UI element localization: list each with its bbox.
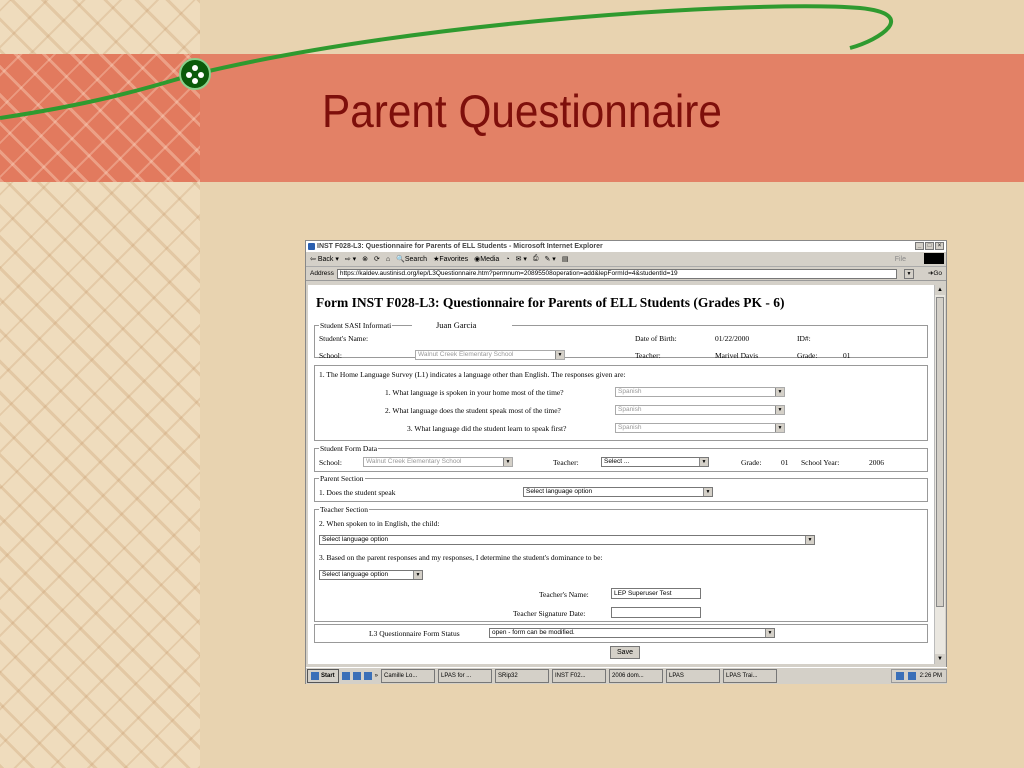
survey-intro: 1. The Home Language Survey (L1) indicates a language other than English. The responses given are:	[319, 370, 626, 379]
windows-logo-icon	[924, 253, 944, 264]
window-title: INST F028-L3: Questionnaire for Parents of ELL Students - Microsoft Internet Explorer	[317, 243, 603, 250]
grade-label: Grade:	[797, 351, 818, 360]
address-label: Address	[310, 270, 334, 277]
taskbar-item[interactable]: Camille Lo...	[381, 669, 435, 683]
parent-question: 1. Does the student speak	[319, 488, 396, 497]
teacher-name-input[interactable]: LEP Superuser Test	[611, 588, 701, 599]
go-button[interactable]: ➜Go	[927, 270, 942, 277]
ie-icon	[308, 243, 315, 250]
survey-q1: 1. What language is spoken in your home most of the time?	[385, 388, 564, 397]
forward-icon[interactable]: ⇨ ▾	[344, 256, 357, 263]
status-select[interactable]: open - form can be modified. ▼	[489, 628, 775, 638]
start-button[interactable]: Start	[307, 669, 339, 683]
quicklaunch-ie-icon[interactable]	[353, 672, 361, 680]
student-name-label: Student's Name:	[319, 334, 369, 343]
taskbar-item[interactable]: LPAS Trai...	[723, 669, 777, 683]
taskbar	[306, 667, 947, 684]
clock: 2:26 PM	[919, 673, 942, 679]
scroll-up-icon[interactable]: ▲	[935, 285, 945, 295]
tray-network-icon[interactable]	[896, 672, 904, 680]
mail-icon[interactable]: ✉ ▾	[515, 256, 527, 263]
teacher-q2: 2. When spoken to in English, the child:	[319, 519, 440, 528]
system-tray	[891, 669, 947, 683]
id-label: ID#:	[797, 334, 811, 343]
maximize-button[interactable]: □	[925, 242, 934, 250]
url-text: https://kaldev.austinisd.org/lep/L3Questionnaire.htm?permnum=20895508operation=add&lepFormId=4&studentId=19	[339, 270, 678, 277]
windows-flag-icon	[311, 672, 319, 680]
student-form-legend: Student Form Data	[320, 444, 378, 453]
taskbar-item[interactable]: LPAS	[666, 669, 720, 683]
teacher-q2-select[interactable]: Select language option ▼	[319, 535, 815, 545]
favorites-button[interactable]: ★Favorites	[433, 256, 469, 263]
taskbar-item[interactable]: SRip32	[495, 669, 549, 683]
survey-q2: 2. What language does the student speak most of the time?	[385, 406, 561, 415]
student-name-popup: Juan Garcia	[412, 318, 512, 332]
survey-a2-select[interactable]: Spanish ▼	[615, 405, 785, 415]
window-titlebar	[306, 241, 946, 252]
browser-window	[305, 240, 947, 684]
grade-value: 01	[843, 351, 851, 360]
form-title: Form INST F028-L3: Questionnaire for Parents of ELL Students (Grades PK - 6)	[316, 295, 785, 310]
teacher-fieldset	[314, 505, 928, 622]
address-bar	[306, 267, 946, 281]
status-fieldset	[314, 624, 928, 643]
status-label: L3 Questionnaire Form Status	[369, 629, 460, 638]
sf-school-label: School:	[319, 458, 342, 467]
school-label: School:	[319, 351, 342, 360]
quicklaunch-outlook-icon[interactable]	[364, 672, 372, 680]
sf-teacher-label: Teacher:	[553, 458, 579, 467]
edit-icon[interactable]: ✎ ▾	[544, 256, 556, 263]
stop-icon[interactable]: ⊗	[362, 256, 369, 263]
sasi-fieldset	[314, 321, 928, 360]
survey-a1-select[interactable]: Spanish ▼	[615, 387, 785, 397]
refresh-icon[interactable]: ⟳	[374, 256, 380, 263]
back-button[interactable]: ⇦ Back ▾	[310, 256, 339, 263]
survey-a3-select[interactable]: Spanish ▼	[615, 423, 785, 433]
survey-q3: 3. What language did the student learn to speak first?	[407, 424, 567, 433]
teacher-label: Teacher:	[635, 351, 661, 360]
tray-volume-icon[interactable]	[908, 672, 916, 680]
page-content	[308, 285, 936, 664]
teacher-sig-label: Teacher Signature Date:	[513, 609, 586, 618]
file-menu[interactable]: File	[894, 255, 906, 263]
save-button[interactable]: Save	[610, 646, 640, 659]
sf-year-label: School Year:	[801, 458, 840, 467]
dob-label: Date of Birth:	[635, 334, 677, 343]
slide-title: Parent Questionnaire	[322, 85, 722, 137]
quicklaunch-desktop-icon[interactable]	[342, 672, 350, 680]
sf-grade-label: Grade:	[741, 458, 762, 467]
taskbar-item[interactable]: LPAS for ...	[438, 669, 492, 683]
media-button[interactable]: ◉Media	[474, 256, 500, 263]
scroll-down-icon[interactable]: ▼	[935, 654, 945, 664]
sf-year-value: 2006	[869, 458, 884, 467]
teacher-q3: 3. Based on the parent responses and my responses, I determine the student's dominance to be:	[319, 553, 603, 562]
home-icon[interactable]: ⌂	[385, 255, 391, 263]
parent-legend: Parent Section	[320, 474, 364, 483]
scroll-thumb[interactable]	[936, 297, 944, 607]
student-form-fieldset	[314, 444, 928, 472]
teacher-legend: Teacher Section	[320, 505, 368, 514]
address-input[interactable]	[337, 269, 897, 279]
teacher-q3-select[interactable]: Select language option ▼	[319, 570, 423, 580]
dob-value: 01/22/2000	[715, 334, 750, 343]
close-button[interactable]: ×	[935, 242, 944, 250]
search-button[interactable]: 🔍Search	[396, 256, 428, 263]
parent-language-select[interactable]: Select language option ▼	[523, 487, 713, 497]
minimize-button[interactable]: _	[915, 242, 924, 250]
parent-fieldset	[314, 474, 928, 502]
teacher-sig-date-input[interactable]	[611, 607, 701, 618]
taskbar-item[interactable]: 2006 dom...	[609, 669, 663, 683]
teacher-value: Marivel Davis	[715, 351, 759, 360]
print-icon[interactable]: ⎙	[532, 255, 539, 262]
survey-fieldset	[314, 365, 928, 441]
school-select[interactable]: Walnut Creek Elementary School ▼	[415, 350, 565, 360]
quicklaunch-more-icon[interactable]: »	[374, 673, 379, 679]
address-dropdown[interactable]: ▼	[904, 269, 914, 279]
history-icon[interactable]: ◔	[505, 255, 510, 263]
sf-school-select[interactable]: Walnut Creek Elementary School ▼	[363, 457, 513, 467]
sf-grade-value: 01	[781, 458, 789, 467]
sasi-legend: Student SASI Informati	[320, 321, 392, 330]
teacher-name-label: Teacher's Name:	[539, 590, 589, 599]
discuss-icon[interactable]: ▤	[561, 256, 569, 263]
browser-toolbar	[306, 252, 946, 267]
taskbar-item[interactable]: INST F02...	[552, 669, 606, 683]
sf-teacher-select[interactable]: Select ... ▼	[601, 457, 709, 467]
vertical-scrollbar[interactable]	[934, 285, 945, 664]
